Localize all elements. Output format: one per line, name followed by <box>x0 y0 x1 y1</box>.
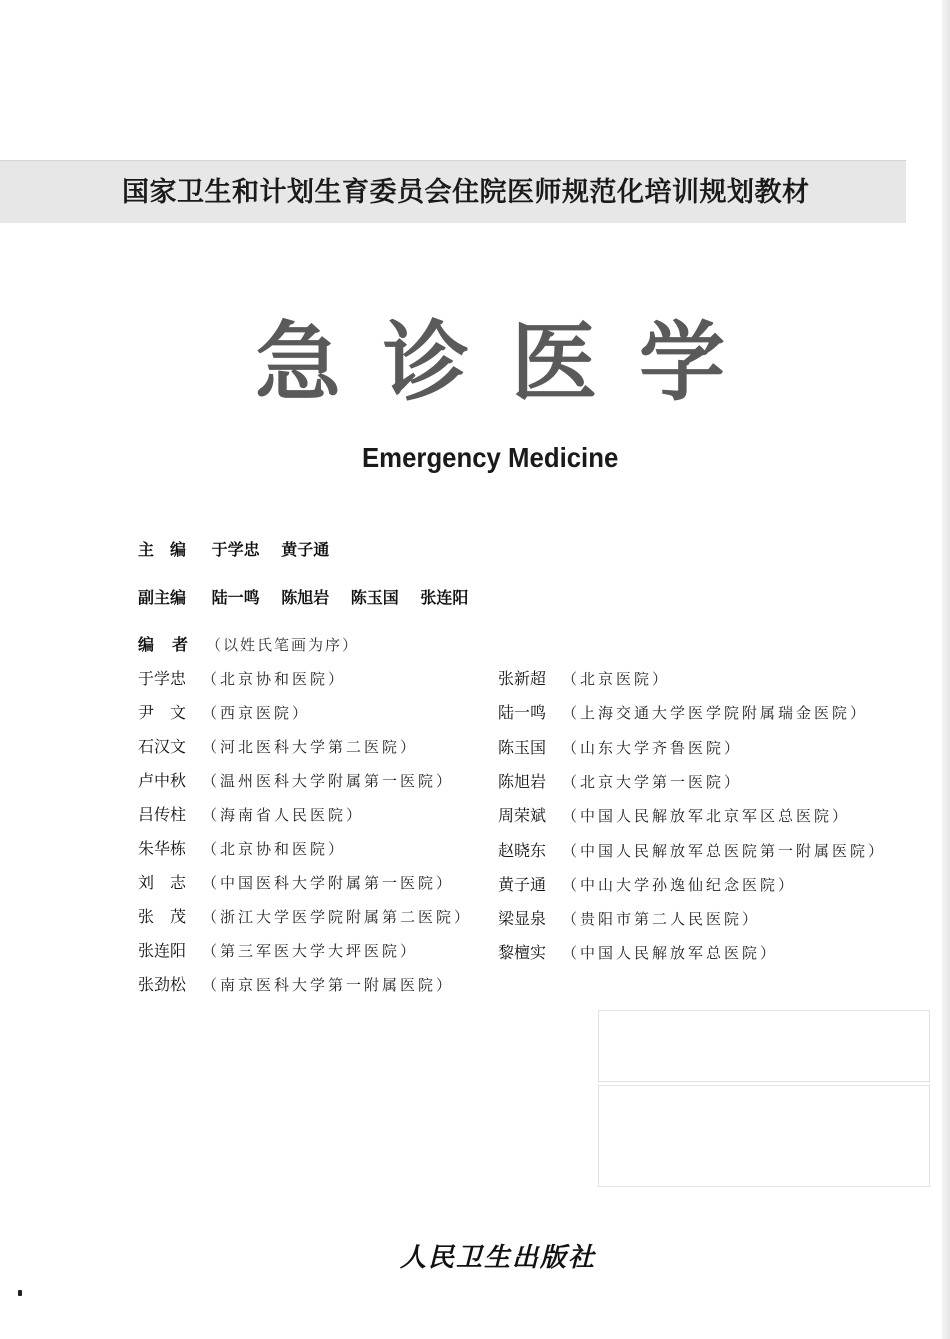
compiler-name: 赵晓东 <box>498 840 547 860</box>
compiler-entry <box>498 666 670 692</box>
compiler-entry <box>138 938 418 964</box>
associate-editor-name: 陆一鸣 <box>211 588 260 607</box>
compiler-institution: （中国人民解放军北京军区总医院） <box>562 807 851 826</box>
scan-speck <box>18 1290 22 1296</box>
chief-editor-row <box>138 538 329 562</box>
compiler-name: 黄子通 <box>498 874 547 894</box>
compilers-heading <box>138 632 359 658</box>
compiler-name: 吕传柱 <box>138 805 187 824</box>
compiler-entry <box>138 666 346 692</box>
compiler-entry <box>498 940 778 966</box>
compiler-name: 石汉文 <box>138 737 187 756</box>
compiler-institution: （中国人民解放军总医院） <box>562 944 779 963</box>
compiler-institution: （山东大学齐鲁医院） <box>562 738 743 757</box>
compiler-entry <box>138 870 454 896</box>
compiler-entry <box>138 836 346 862</box>
compiler-name: 陆一鸣 <box>498 703 547 723</box>
compiler-institution: （北京医院） <box>562 670 671 688</box>
main-title: 急诊医学 <box>255 312 767 413</box>
compiler-entry <box>498 700 868 726</box>
chief-editor-label: 主 编 <box>138 540 187 559</box>
compiler-name: 张 茂 <box>138 907 187 926</box>
associate-editor-name: 张连阳 <box>420 588 469 607</box>
compiler-name: 尹 文 <box>138 703 187 722</box>
associate-editor-name: 陈旭岩 <box>281 588 330 607</box>
associate-editor-name: 陈玉国 <box>350 588 399 607</box>
compiler-institution: （西京医院） <box>202 704 311 722</box>
compiler-institution: （第三军医大学大坪医院） <box>202 942 419 960</box>
compiler-name: 卢中秋 <box>138 771 187 790</box>
compiler-entry <box>498 872 796 898</box>
compiler-institution: （北京协和医院） <box>202 670 347 688</box>
compilers-note: （以姓氏笔画为序） <box>206 636 360 654</box>
compiler-institution: （中国人民解放军总医院第一附属医院） <box>562 841 887 860</box>
publisher-logo: 人民卫生出版社 <box>400 1243 597 1273</box>
compiler-institution: （北京协和医院） <box>202 840 347 858</box>
compiler-name: 周荣斌 <box>498 806 547 826</box>
compiler-name: 陈旭岩 <box>498 771 547 791</box>
compiler-name: 黎檀实 <box>498 943 547 963</box>
compiler-institution: （南京医科大学第一附属医院） <box>202 976 455 994</box>
compiler-name: 刘 志 <box>138 873 187 892</box>
series-title: 国家卫生和计划生育委员会住院医师规范化培训规划教材 <box>122 177 810 208</box>
compiler-institution: （海南省人民医院） <box>202 806 365 824</box>
page-edge <box>942 0 950 1339</box>
compiler-entry <box>138 972 454 998</box>
chief-editor-name: 黄子通 <box>281 540 330 559</box>
chief-editor-name: 于学忠 <box>211 540 260 559</box>
compiler-name: 朱华栋 <box>138 839 187 858</box>
compiler-entry <box>498 769 742 795</box>
english-title: Emergency Medicine <box>362 442 619 473</box>
compiler-institution: （浙江大学医学院附属第二医院） <box>202 908 473 926</box>
compiler-entry <box>138 904 472 930</box>
compiler-entry <box>498 838 886 864</box>
compiler-entry <box>498 803 850 829</box>
compiler-entry <box>138 768 454 794</box>
compiler-institution: （温州医科大学附属第一医院） <box>202 772 455 790</box>
compiler-entry <box>498 735 742 761</box>
compiler-entry <box>138 802 364 828</box>
compiler-entry <box>138 734 418 760</box>
compiler-name: 张新超 <box>498 669 547 688</box>
compiler-name: 陈玉国 <box>498 737 547 757</box>
compiler-institution: （上海交通大学医学院附属瑞金医院） <box>562 704 869 723</box>
compiler-institution: （河北医科大学第二医院） <box>202 738 419 756</box>
compiler-institution: （北京大学第一医院） <box>562 772 743 791</box>
associate-editor-label: 副主编 <box>138 588 187 607</box>
compiler-institution: （贵阳市第二人民医院） <box>562 910 761 929</box>
compiler-institution: （中国医科大学附属第一医院） <box>202 874 455 892</box>
compiler-name: 梁显泉 <box>498 909 547 929</box>
compiler-entry <box>138 700 310 726</box>
associate-editor-row <box>138 586 468 610</box>
compiler-institution: （中山大学孙逸仙纪念医院） <box>562 875 797 894</box>
compiler-name: 张劲松 <box>138 975 187 994</box>
show-through-box <box>598 1010 930 1082</box>
compiler-name: 张连阳 <box>138 941 187 960</box>
compiler-name: 于学忠 <box>138 669 187 688</box>
compiler-entry <box>498 906 760 932</box>
show-through-box <box>598 1085 930 1187</box>
compilers-label: 编者 <box>138 635 207 654</box>
